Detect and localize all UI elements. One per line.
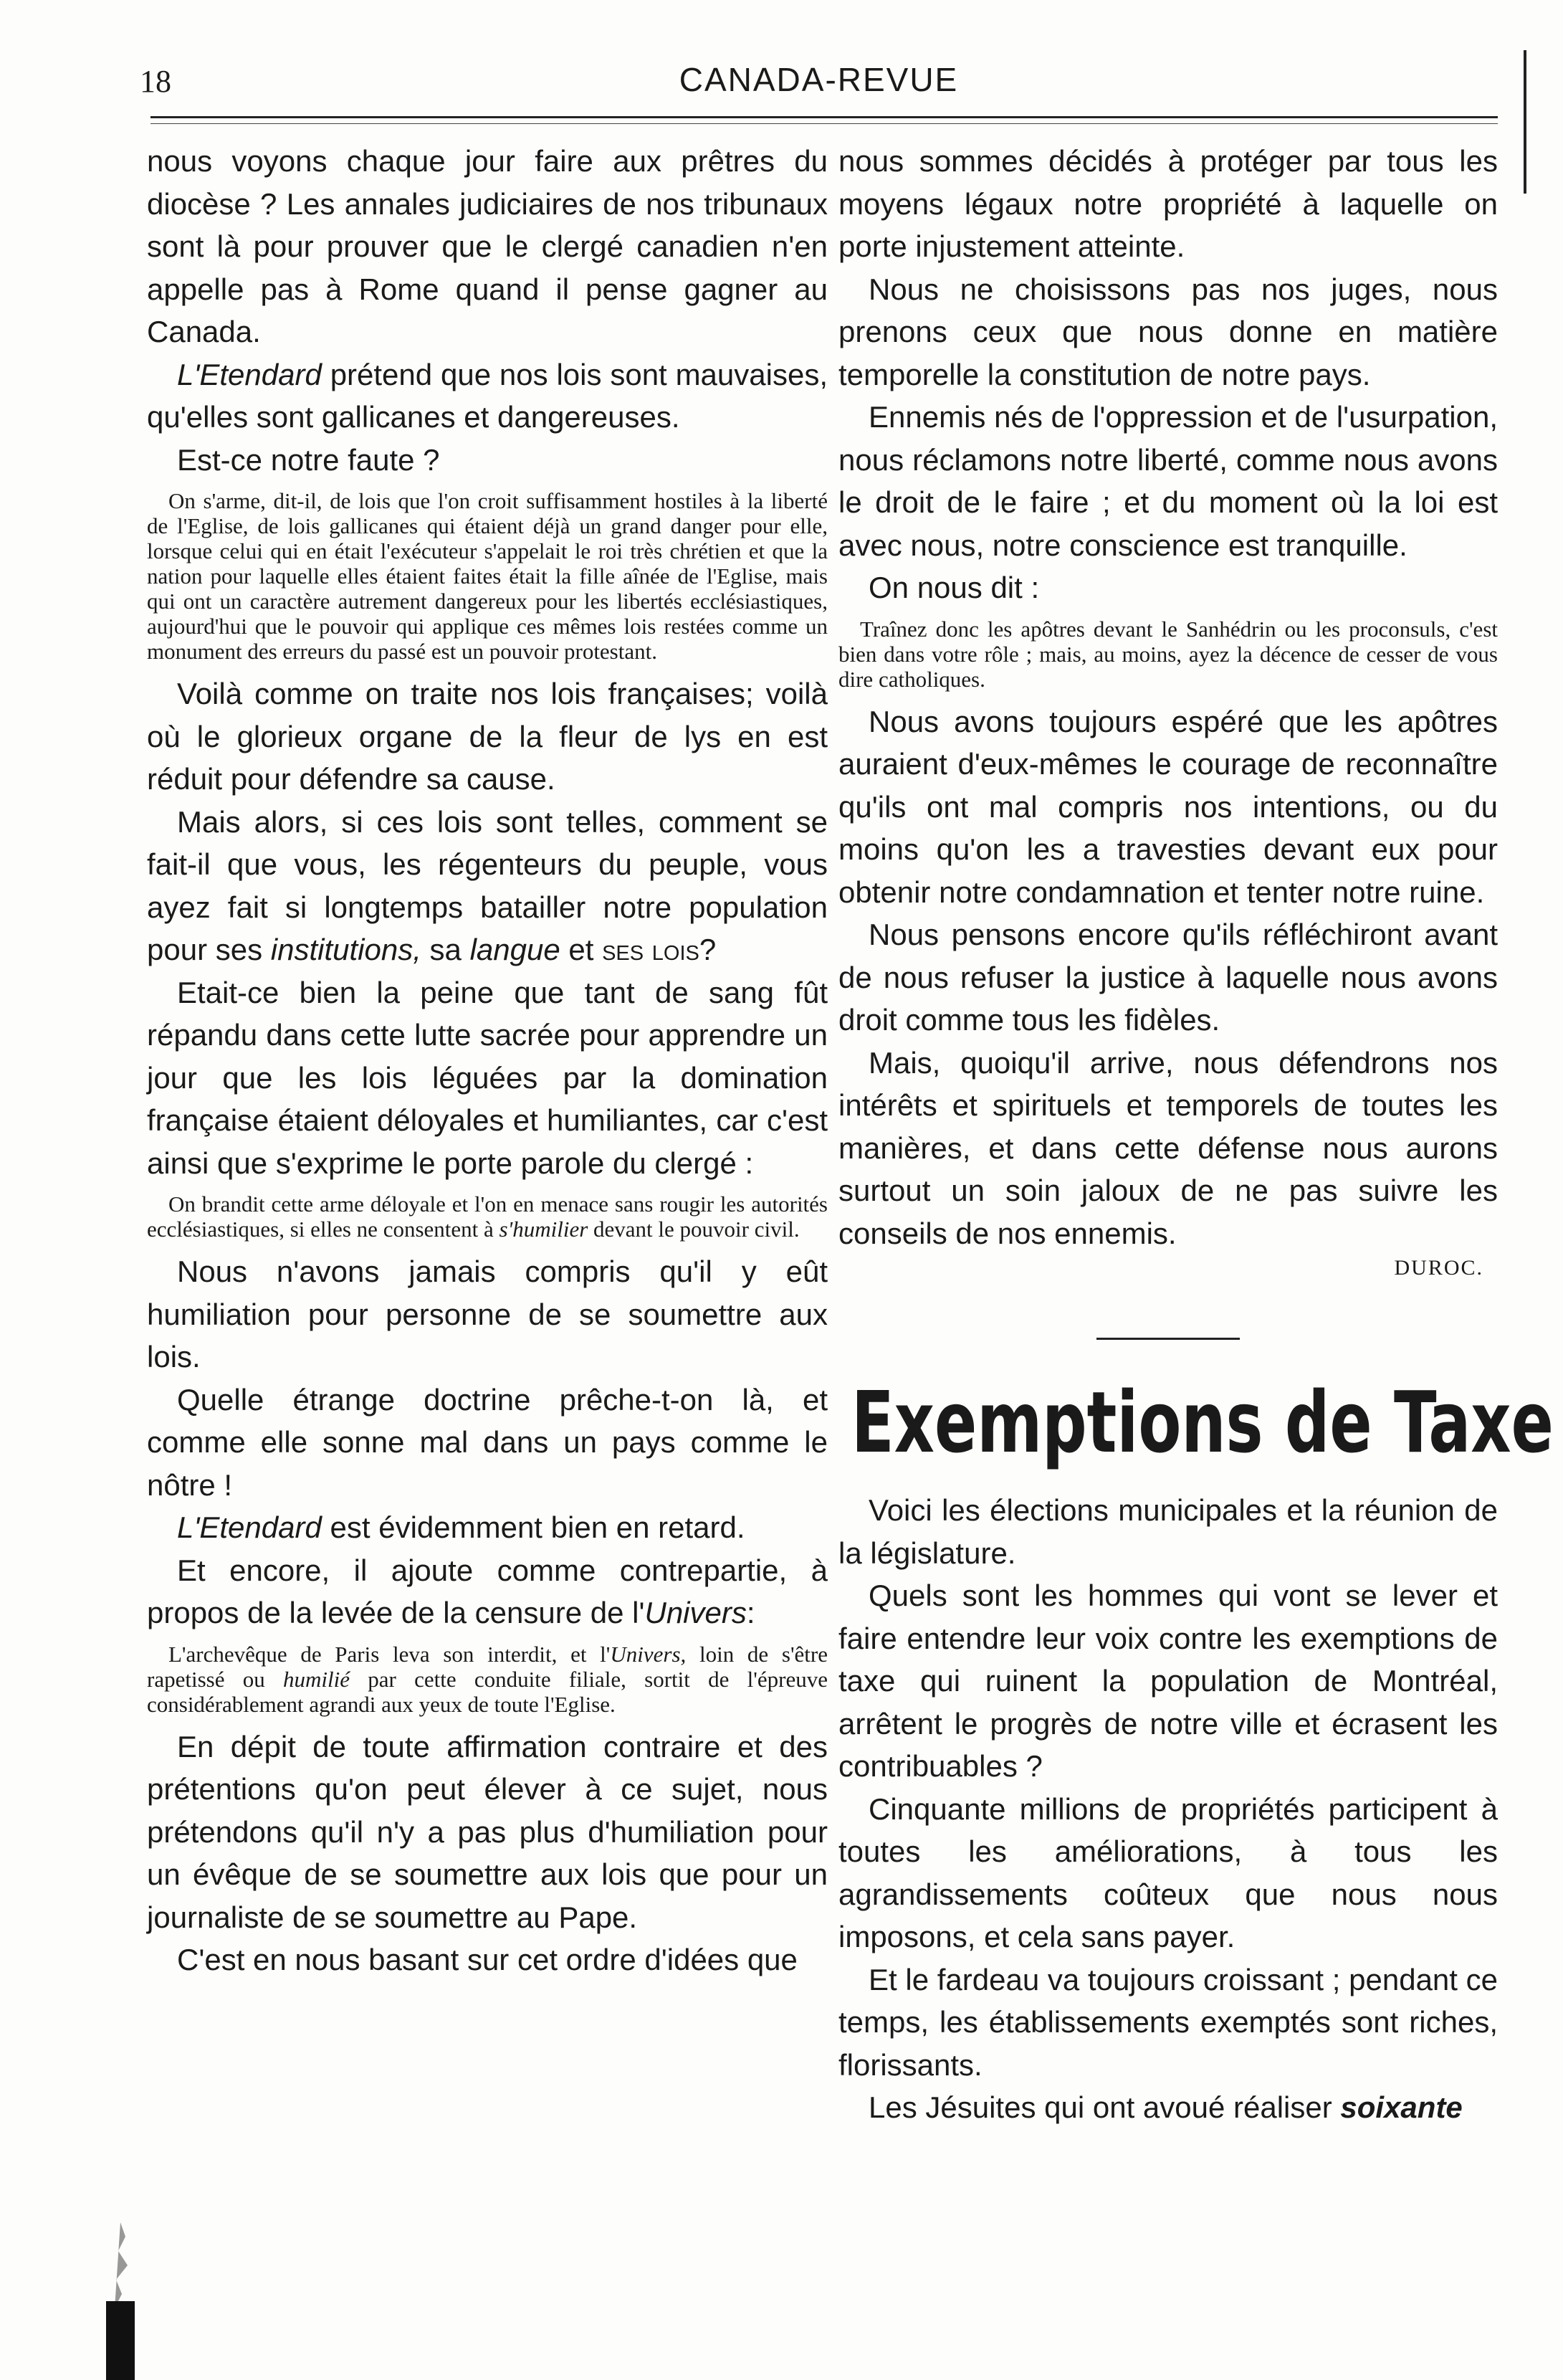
paragraph: Mais alors, si ces lois sont telles, comment se fait-il que vous, les régenteurs du peuple, vous ayez fait si longtemps batailler notre population pour ses institutions, sa langue et ses lois?	[147, 804, 828, 966]
paragraph: nous sommes décidés à protéger par tous les moyens légaux notre propriété à laquelle on porte injustement atteinte.	[838, 144, 1498, 263]
paragraph: Est-ce notre faute ?	[177, 442, 440, 477]
paragraph: En dépit de toute affirmation contraire et des prétentions qu'on peut élever à ce sujet, nous prétendons qu'il n'y a pas plus d'humiliation pour un évêque de se soumettre aux lois que pour un journaliste de se soumettre au Pape.	[147, 1729, 828, 1934]
header-rule	[150, 116, 1498, 118]
right-column	[838, 140, 1554, 2129]
paragraph: Voici les élections municipales et la réunion de la législature.	[838, 1493, 1498, 1570]
left-column	[147, 140, 828, 1981]
quotation: On s'arme, dit-il, de lois que l'on croit suffisamment hostiles à la liberté de l'Eglise, de lois gallicanes qui étaient déjà un grand danger pour elle, lorsque celui qui en était l'exécuteur s'appelait le roi très chrétien et que la nation pour laquelle elles étaient faites était la fille aînée de l'Eglise, mais qui ont un caractère autrement dangereux pour les libertés ecclésiastiques, aujourd'hui que le pouvoir qui applique ces mêmes lois restées comme un monument des erreurs du passé est un pouvoir protestant.	[147, 488, 828, 664]
paragraph: Mais, quoiqu'il arrive, nous défendrons nos intérêts et spirituels et temporels de toutes les manières, et dans cette défense nous aurons surtout un soin jaloux de ne pas suivre les conseils de nos ennemis.	[838, 1045, 1498, 1250]
paragraph: Nous avons toujours espéré que les apôtres auraient d'eux-mêmes le courage de reconnaître qu'ils ont mal compris nos intentions, ou du moins qu'on les a travesties devant eux pour obtenir notre condamnation et tenter notre ruine.	[838, 704, 1498, 909]
paragraph: Nous pensons encore qu'ils réfléchiront avant de nous refuser la justice à laquelle nous avons droit comme tous les fidèles.	[838, 918, 1498, 1037]
quotation: Traînez donc les apôtres devant le Sanhédrin ou les proconsuls, c'est bien dans votre rôle ; mais, au moins, ayez la décence de cesser de vous dire catholiques.	[838, 616, 1498, 692]
quotation: L'archevêque de Paris leva son interdit, et l'Univers, loin de s'être rapetissé ou humilié par cette conduite filiale, sortit de l'épreuve considérablement agrandi aux yeux de toute l'Eglise.	[147, 1641, 828, 1717]
paragraph: Etait-ce bien la peine que tant de sang fût répandu dans cette lutte sacrée pour apprendre un jour que les lois léguées par la domination française étaient déloyales et humiliantes, car c'est ainsi que s'exprime le porte parole du clergé :	[147, 975, 828, 1180]
paragraph: Ennemis nés de l'oppression et de l'usurpation, nous réclamons notre liberté, comme nous avons le droit de le faire ; et du moment où la loi est avec nous, notre conscience est tranquille.	[838, 400, 1498, 562]
paragraph: C'est en nous basant sur cet ordre d'idées que	[177, 1943, 798, 1976]
page-number: 18	[140, 64, 171, 99]
paragraph: Nous ne choisissons pas nos juges, nous prenons ceux que nous donne en matière temporelle la constitution de notre pays.	[838, 272, 1498, 391]
paragraph: On nous dit :	[869, 571, 1040, 604]
header-rule-thin	[150, 123, 1498, 124]
running-title: CANADA-REVUE	[679, 61, 959, 98]
section-separator	[1096, 1338, 1240, 1340]
author-signature: DUROC.	[1394, 1256, 1483, 1280]
paragraph: Les Jésuites qui ont avoué réaliser soixante	[869, 2090, 1463, 2124]
paragraph: Voilà comme on traite nos lois françaises; voilà où le glorieux organe de la fleur de lys en est réduit pour défendre sa cause.	[147, 677, 828, 796]
paragraph: L'Etendard est évidemment bien en retard.	[177, 1510, 745, 1544]
paragraph: Quelle étrange doctrine prêche-t-on là, et comme elle sonne mal dans un pays comme le nôtre !	[147, 1382, 828, 1502]
paragraph: Nous n'avons jamais compris qu'il y eût humiliation pour personne de se soumettre aux lois.	[147, 1255, 828, 1374]
page-header	[140, 50, 1498, 108]
paragraph: L'Etendard prétend que nos lois sont mauvaises, qu'elles sont gallicanes et dangereuses.	[147, 357, 828, 434]
ornament-icon	[100, 2222, 140, 2380]
paragraph: Quels sont les hommes qui vont se lever et faire entendre leur voix contre les exemptions de taxe qui ruinent la population de Montréal, arrêtent le progrès de notre ville et écrasent les contribuables ?	[838, 1579, 1498, 1783]
paragraph: Et encore, il ajoute comme contrepartie, à propos de la levée de la censure de l'Univers:	[147, 1553, 828, 1629]
paragraph: Cinquante millions de propriétés participent à toutes les améliorations, à tous les agrandissements coûteux que nous nous imposons, et cela sans payer.	[838, 1791, 1498, 1953]
paragraph: nous voyons chaque jour faire aux prêtres du diocèse ? Les annales judiciaires de nos tribunaux sont là pour prouver que le clergé canadien n'en appelle pas à Rome quand il pense gagner au Canada.	[147, 144, 828, 348]
paragraph: Et le fardeau va toujours croissant ; pendant ce temps, les établissements exemptés sont riches, florissants.	[838, 1962, 1498, 2082]
quotation: On brandit cette arme déloyale et l'on en menace sans rougir les autorités ecclésiastiques, si elles ne consentent à s'humilier devant le pouvoir civil.	[147, 1191, 828, 1242]
margin-mark	[1524, 50, 1526, 194]
italic-title: L'Etendard	[177, 357, 322, 391]
article-headline: Exemptions de Taxe	[851, 1373, 1554, 1472]
